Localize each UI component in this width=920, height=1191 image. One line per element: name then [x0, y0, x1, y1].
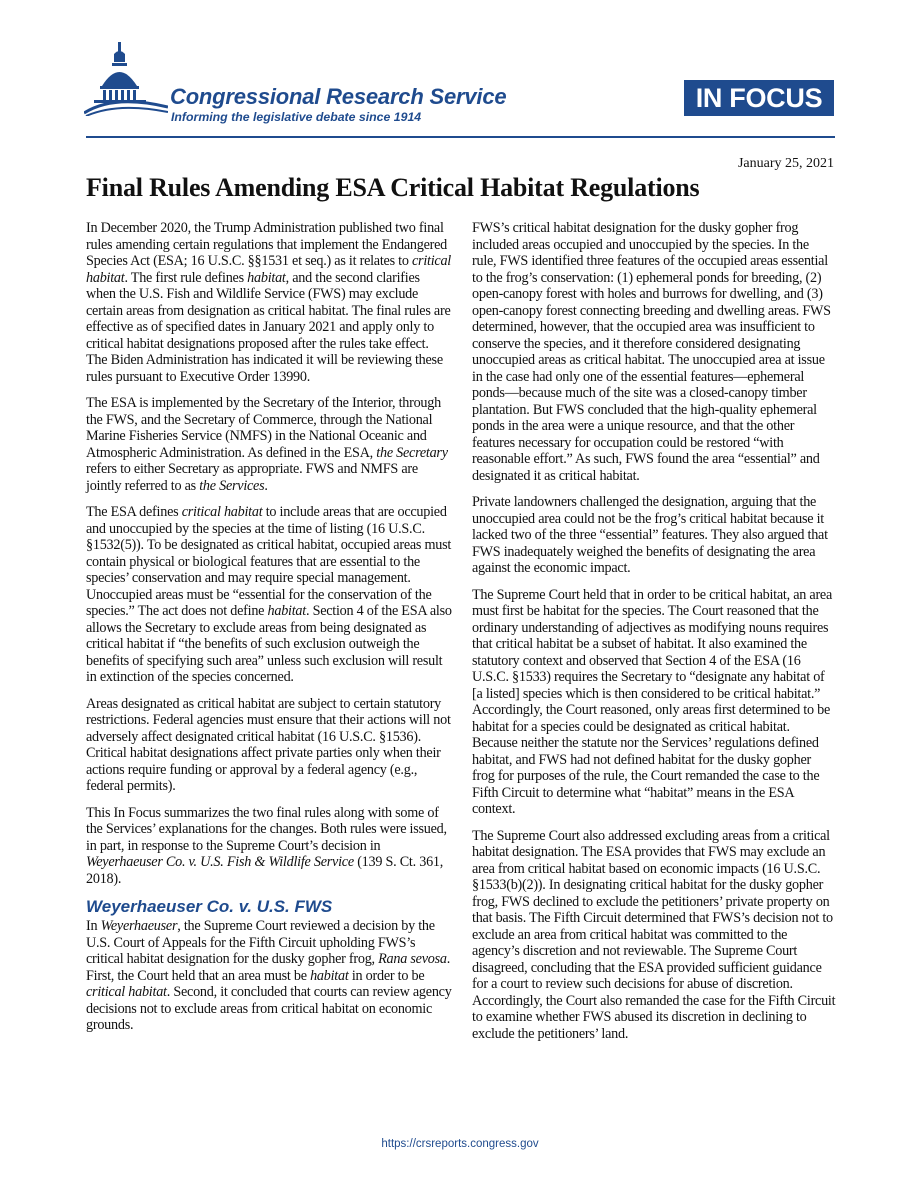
paragraph-implementation: [86, 395, 452, 494]
text-run-italic: habitat: [247, 269, 286, 286]
text-run: . The first rule defines: [124, 269, 248, 286]
text-run-italic: the Secretary: [376, 444, 448, 461]
right-column: [472, 220, 836, 1042]
text-run: refers to either Secretary as appropriate. FWS and NMFS are jointly referred to as: [86, 461, 418, 494]
text-run-italic: the Services: [199, 477, 265, 494]
text-run-italic: critical habitat: [86, 984, 167, 1000]
text-run-italic: habitat: [310, 967, 349, 984]
header-divider: [86, 136, 835, 138]
page-header: [0, 0, 920, 150]
text-run: . First, the Court held that an area must be: [86, 951, 451, 984]
paragraph-summary: [86, 805, 452, 888]
text-run: . Second, it concluded that courts can review agency decisions not to exclude areas from critical habitat on economic grounds.: [86, 984, 452, 1033]
document-title: Final Rules Amending ESA Critical Habitat Regulations: [86, 173, 700, 202]
text-run-italic: critical habitat: [86, 253, 451, 286]
paragraph-challenge: Private landowners challenged the designation, arguing that the unoccupied area could not be the frog’s critical habitat because it lacked two of the three “essential” features. They also argued that FWS inadequately weighed the benefits of designating the area against the economic impact.: [472, 494, 828, 576]
text-run: In: [86, 918, 101, 934]
text-run-italic: Weyerhaeuser: [100, 918, 178, 934]
text-run: in order to be: [348, 967, 425, 984]
footer-url-link[interactable]: https://crsreports.congress.gov: [381, 1138, 539, 1150]
crs-tagline: Informing the legislative debate since 1914: [171, 110, 422, 124]
text-run: (139 S. Ct. 361, 2018).: [86, 854, 444, 887]
text-run: This In Focus summarizes the two final rules along with some of the Services’ explanations for the changes. Both rules were issued, in part, in response to the Supreme Court’s decision in: [86, 804, 447, 854]
document-date: January 25, 2021: [737, 156, 834, 171]
paragraph-holding: The Supreme Court held that in order to be critical habitat, an area must first be habitat for the species. The Court reasoned that the ordinary understanding of adjectives as modifying nouns requires that critical habitat be a subset of habitat. It also examined the statutory context and observed that Section 4 of the ESA (16 U.S.C. §1533) requires the Secretary to “designate any habitat of [a listed] species which is then considered to be critical habitat.” Accordingly, the Court reasoned, only areas first determined to be habitat for a species could be designated as critical habitat. Because neither the statute nor the Services’ regulations defined habitat, and FWS had not defined habitat for the dusky gopher frog for purposes of the rule, the Court remanded the case to the Fifth Circuit to determine what “habitat” means in the ESA context.: [472, 586, 833, 817]
paragraph-restrictions: Areas designated as critical habitat are subject to certain statutory restrictions. Federal agencies must ensure that their actions will not adversely affect designated critical habitat (16 U.S.C. §1536). Critical habitat designations affect private parties only when their actions require funding or approval by a federal agency (e.g., federal permits).: [86, 695, 451, 794]
left-column: [86, 220, 452, 1034]
paragraph-exclusion: The Supreme Court also addressed excluding areas from a critical habitat designation. The ESA provides that FWS may exclude an area from critical habitat based on economic impacts (16 U.S.C. §1533(b)(2)). In designating critical habitat for the dusky gopher frog, FWS declined to exclude the petitioners’ private property on that basis. The Fifth Circuit determined that FWS’s decision not to exclude an area from critical habitat was committed to the agency’s discretion and not reviewable. The Supreme Court disagreed, concluding that the ESA provided sufficient guidance for a court to review such decisions for abuse of discretion. Accordingly, the Court also remanded the case for the Fifth Circuit to examine whether FWS abused its discretion in declining to exclude the petitioners’ land.: [472, 827, 836, 1042]
paragraph-intro: [86, 220, 452, 385]
paragraph-frog-designation: FWS’s critical habitat designation for the dusky gopher frog included areas occupied and unoccupied by the species. In the rule, FWS identified three features of the occupied areas essential to the frog’s conservation: (1) ephemeral ponds for breeding, (2) open-canopy forest with holes and burrows for dwelling, and (3) open-canopy forest connecting breeding and dwelling areas. FWS determined, however, that the occupied area was insufficient to conserve the species, and it therefore considered designating unoccupied areas as critical habitat. The unoccupied area at issue in the case had only one of the essential features—ephemeral ponds—because much of the site was a closed-canopy timber plantation. But FWS concluded that the high-quality ephemeral ponds in the area were a unique resource, and that the other features necessary for occupation could be restored “with reasonable effort.” As such, FWS found the area “essential” and designated it as critical habitat.: [472, 220, 831, 484]
text-run: The ESA defines: [86, 504, 182, 520]
section-heading: Weyerhaeuser Co. v. U.S. FWS: [86, 897, 333, 916]
text-run: In December 2020, the Trump Administration published two final rules amending certain regulations that implement the Endangered Species Act (ESA; 16 U.S.C. §§1531 et seq.) as it relates to: [86, 220, 448, 269]
in-focus-badge: IN FOCUS: [684, 80, 834, 116]
text-run: .: [264, 477, 268, 494]
text-run-italic: habitat: [267, 603, 306, 619]
text-run-italic: critical habitat: [181, 504, 263, 520]
paragraph-weyerhaeuser: [86, 918, 452, 1034]
text-run: to include areas that are occupied and unoccupied by the species at the time of listing (16 U.S.C. §1532(5)). To be designated as critical habitat, occupied areas must contain physical or biological features that are essential to the species’ conservation and may require special management. Unoccupied areas must be “essential for the conservation of the species.” The act does not define: [86, 504, 452, 619]
text-run: , the Supreme Court reviewed a decision by the U.S. Court of Appeals for the Fifth Circuit upholding FWS’s critical habitat designation for the dusky gopher frog,: [86, 918, 435, 967]
text-run: , and the second clarifies when the U.S. Fish and Wildlife Service (FWS) may exclude certain areas from designation as critical habitat. The final rules are effective as of specified dates in January 2021 and apply only to critical habitat designations proposed after the rules take effect. The Biden Administration has indicated it will be reviewing these rules pursuant to Executive Order 13990.: [86, 269, 451, 385]
text-run: . Section 4 of the ESA also allows the Secretary to exclude areas from being designated as critical habitat if “the benefits of such exclusion outweigh the benefits of specifying such area” unless such exclusion will result in extinction of the species concerned.: [86, 603, 452, 685]
text-run-italic: Weyerhaeuser Co. v. U.S. Fish & Wildlife Service: [86, 854, 354, 870]
text-run: The ESA is implemented by the Secretary of the Interior, through the FWS, and the Secretary of Commerce, through the National Marine Fisheries Service (NMFS) in the National Oceanic and Atmospheric Administration. As defined in the ESA,: [86, 395, 441, 461]
capitol-dome-logo-icon: [84, 40, 168, 116]
paragraph-definition: [86, 504, 452, 686]
crs-org-name: Congressional Research Service: [170, 84, 507, 109]
text-run-italic: Rana sevosa: [378, 951, 447, 967]
